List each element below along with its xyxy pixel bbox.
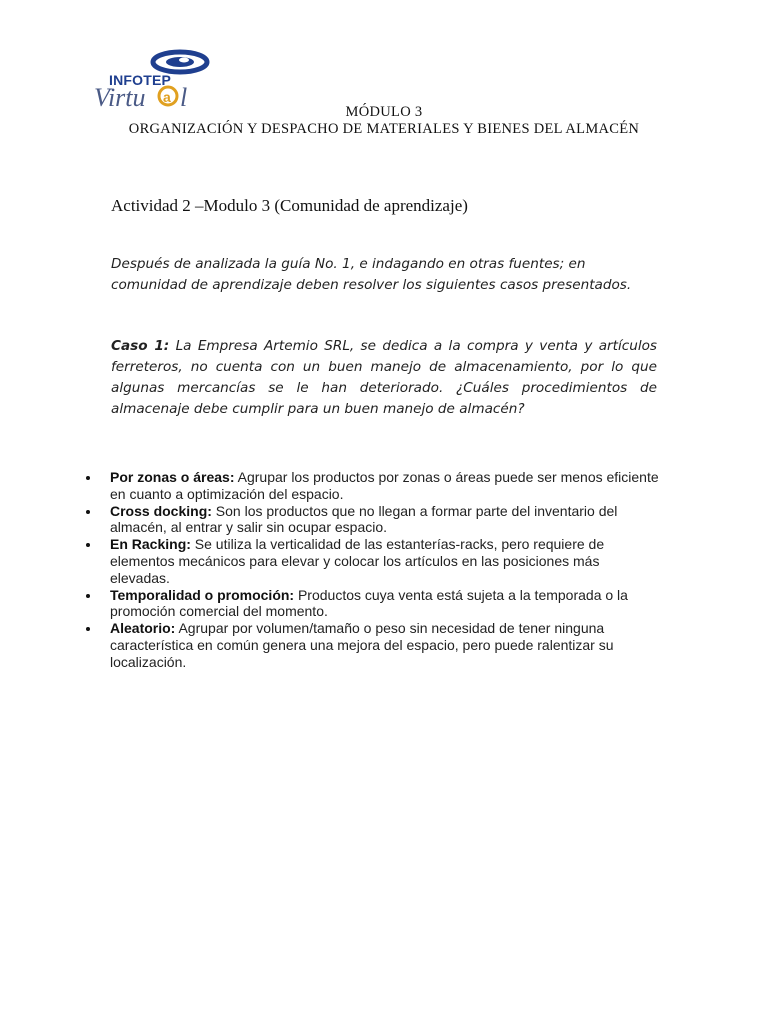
svg-text:l: l bbox=[180, 83, 188, 110]
item-term: Temporalidad o promoción: bbox=[110, 586, 295, 603]
list-item bbox=[82, 469, 662, 503]
item-term: Aleatorio: bbox=[110, 620, 176, 637]
bullet-icon bbox=[86, 476, 90, 480]
module-title: ORGANIZACIÓN Y DESPACHO DE MATERIALES Y BIENES DEL ALMACÉN bbox=[128, 121, 640, 137]
procedures-list bbox=[82, 469, 662, 671]
item-text: Productos cuya venta está sujeta a la temporada o la promoción comercial del momento. bbox=[110, 586, 628, 620]
bullet-icon bbox=[86, 510, 90, 514]
item-term: Cross docking: bbox=[110, 502, 212, 519]
item-text: Agrupar los productos por zonas o áreas puede ser menos eficiente en cuanto a optimización del espacio. bbox=[110, 469, 659, 502]
item-term: Por zonas o áreas: bbox=[110, 469, 235, 485]
svg-text:Virtu: Virtu bbox=[94, 83, 146, 110]
bullet-icon bbox=[86, 627, 90, 631]
item-text: Se utiliza la verticalidad de las estanterías-racks, pero requiere de elementos mecánicos para elevar y colocar los artículos en las posiciones más elevadas. bbox=[110, 536, 605, 586]
logo-wordmark: INFOTEP bbox=[109, 72, 172, 88]
list-item bbox=[82, 503, 662, 537]
case-paragraph bbox=[111, 336, 657, 420]
activity-title: Actividad 2 –Modulo 3 (Comunidad de aprendizaje) bbox=[111, 196, 468, 215]
item-text: Agrupar por volumen/tamaño o peso sin necesidad de tener ninguna característica en común genera una mejora del espacio, pero puede ralentizar su localización. bbox=[110, 620, 614, 670]
list-item bbox=[82, 536, 662, 586]
item-text: Son los productos que no llegan a formar parte del inventario del almacén, al entrar y salir sin ocupar espacio. bbox=[110, 502, 618, 536]
item-term: En Racking: bbox=[110, 536, 191, 553]
case-label: Caso 1: bbox=[111, 338, 170, 354]
bullet-icon bbox=[86, 594, 90, 598]
list-item bbox=[82, 620, 662, 670]
intro-paragraph: Después de analizada la guía No. 1, e indagando en otras fuentes; en comunidad de aprendizaje deben resolver los siguientes casos presentados. bbox=[111, 256, 632, 293]
list-item bbox=[82, 587, 662, 621]
module-heading: MÓDULO 3 bbox=[345, 104, 423, 120]
infotep-virtual-logo bbox=[92, 44, 216, 110]
case-text: La Empresa Artemio SRL, se dedica a la compra y venta y artículos ferreteros, no cuenta con un buen manejo de almacenamiento, por lo que algunas mercancías se le han deteriorado. ¿Cuáles procedimientos de almacenaje debe cumplir para un buen manejo de almacén? bbox=[111, 338, 657, 417]
bullet-icon bbox=[86, 543, 90, 547]
svg-text:a: a bbox=[163, 89, 171, 105]
